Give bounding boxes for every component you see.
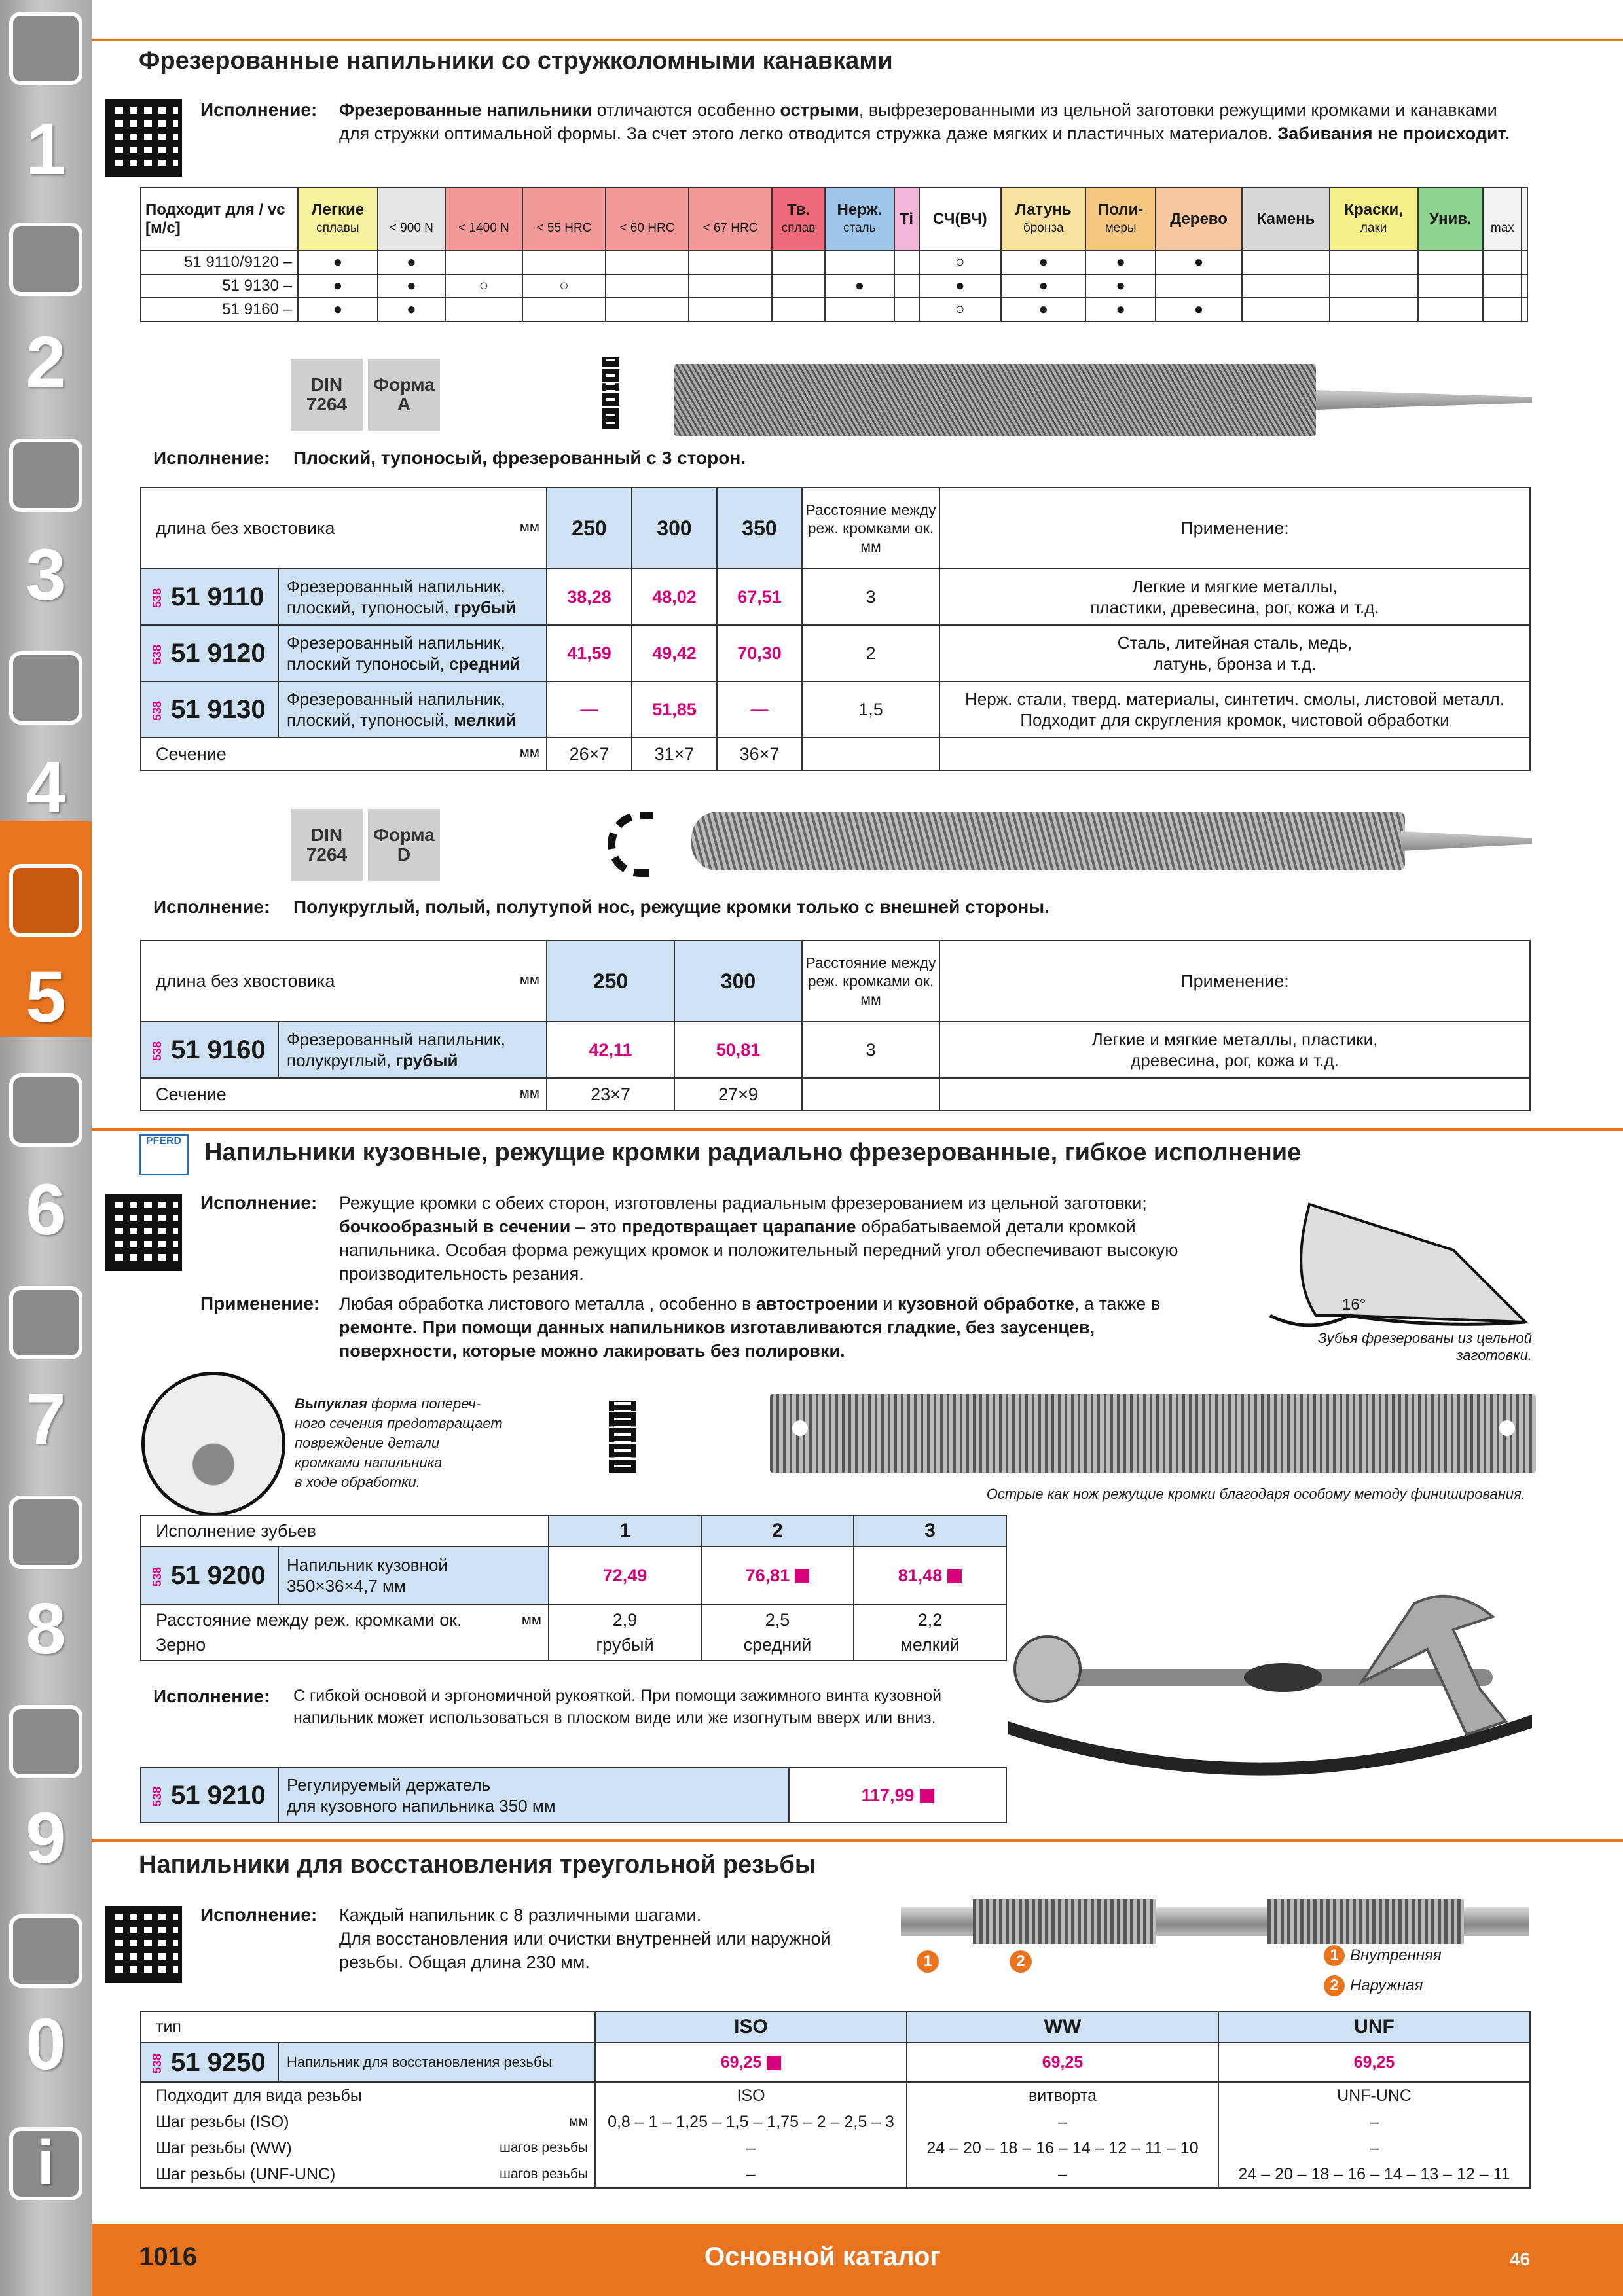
qr-code[interactable]: [105, 1906, 182, 1983]
dist-grain-labels: Расстояние между реж. кромками ок. мм Зерно: [141, 1604, 549, 1660]
file-tang: [1401, 831, 1532, 851]
section3-exec-label: Исполнение:: [200, 1905, 318, 1925]
thread-spec-labels: Подходит для вида резьбы Шаг резьбы (ISO) мм Шаг резьбы (WW) шагов резьбы Шаг резьбы (UNF-UNC) шагов резьбы: [141, 2082, 595, 2188]
forma-badge: Форма A: [368, 359, 440, 431]
section1-title: Фрезерованные напильники со стружколомными канавками: [139, 47, 893, 75]
matrix-cell: [1330, 298, 1418, 321]
section2-app-text: Любая обработка листового металла , особенно в автостроении и кузовной обработке, а также в ремонте. При помощи данных напильников изготавливаются гладкие, без заусенцев, поверхности, которые можно лакировать без полировки.: [339, 1294, 1161, 1361]
size-300: 300: [632, 488, 717, 569]
price: 76,81: [701, 1547, 854, 1604]
edges-caption: Острые как нож режущие кромки благодаря особому методу финиширования.: [986, 1486, 1525, 1502]
section-value: 23×7: [547, 1078, 674, 1111]
chapter-3[interactable]: 3: [26, 535, 66, 615]
matrix-corner: Подходит для / vc [м/с]: [141, 188, 298, 251]
matrix-cell: [1156, 274, 1242, 298]
matrix-cell: ●: [378, 251, 445, 274]
price: 69,25: [907, 2043, 1218, 2082]
matrix-header: < 900 N: [378, 188, 445, 251]
angle-label: 16°: [1342, 1296, 1366, 1314]
matrix-cell: [1522, 274, 1527, 298]
table-row[interactable]: [141, 681, 1530, 738]
formD-table: [140, 940, 1531, 1111]
formD-exec-text: Полукруглый, полый, полутупой нос, режущие кромки только с внешней стороны.: [293, 897, 1049, 917]
cross-section-body-file-icon: [609, 1401, 636, 1473]
insert-icon[interactable]: [9, 223, 82, 296]
matrix-header: Краски, лаки: [1330, 188, 1418, 251]
body-file-table: [140, 1515, 1007, 1661]
section1-exec-text: Фрезерованные напильники отличаются особенно острыми, выфрезерованными из цельной заготовки режущими кромками и канавками для стружки оптимальной формы. За счет этого легко отводится стружка даже мягких и пластичных материалов. Забивания не происходит.: [339, 100, 1510, 143]
dist-header: Расстояние между реж. кромками ок. мм: [802, 941, 939, 1022]
drill-icon[interactable]: [9, 12, 82, 85]
section3-title: Напильники для восстановления треугольной резьбы: [139, 1851, 816, 1878]
din-badge: DIN 7264: [291, 359, 363, 431]
teeth-header: Исполнение зубьев: [141, 1515, 549, 1547]
matrix-cell: [1522, 298, 1527, 321]
matrix-cell: [1418, 251, 1484, 274]
matrix-row-label: 51 9130 –: [141, 274, 298, 298]
square-marker-icon: [920, 1789, 934, 1803]
size-300: 300: [674, 941, 802, 1022]
application: Легкие и мягкие металлы, пластики, древесина, рог, кожа и т.д.: [939, 1022, 1530, 1078]
convex-caption: Выпуклая форма попереч- ного сечения предотвращает повреждение детали кромками напильника в ходе обработки.: [295, 1395, 503, 1490]
matrix-cell: ●: [1001, 274, 1085, 298]
forma-badge: Форма D: [368, 809, 440, 881]
top-rule: [92, 39, 1623, 41]
matrix-cell: [1522, 251, 1527, 274]
matrix-cell: ○: [919, 298, 1001, 321]
wrench-icon[interactable]: [9, 1073, 82, 1147]
matrix-cell: ●: [1001, 298, 1085, 321]
section-label: Сечение мм: [141, 1078, 547, 1111]
section2-exec-text: Режущие кромки с обеих сторон, изготовлены радиальным фрезерованием из цельной заготовки; бочкообразный в сечении – это предотвращает царапание обрабатываемой детали кромкой напильника. Особая форма режущих кромок и положительный передний угол обеспечивают высокую производительность резания.: [339, 1193, 1178, 1283]
section-value: 26×7: [547, 738, 632, 770]
caliper-icon[interactable]: [9, 651, 82, 725]
matrix-cell: [522, 251, 606, 274]
matrix-cell: [772, 298, 825, 321]
matrix-cell: [1418, 274, 1484, 298]
article-desc: Напильник кузовной 350×36×4,7 мм: [278, 1547, 549, 1604]
matrix-cell: [1242, 298, 1330, 321]
matrix-cell: ○: [445, 274, 522, 298]
matrix-header: Камень: [1242, 188, 1330, 251]
holder-image: [995, 1590, 1545, 1793]
price: 48,02: [632, 569, 717, 625]
chapter-1[interactable]: 1: [26, 109, 66, 190]
chapter-sidebar: [0, 0, 92, 2296]
footer-num: 46: [1510, 2249, 1531, 2269]
mount-hole: [792, 1420, 808, 1436]
section2-title: Напильники кузовные, режущие кромки радиально фрезерованные, гибкое исполнение: [204, 1139, 1302, 1166]
matrix-cell: [772, 274, 825, 298]
article-number[interactable]: 538 51 9130: [141, 681, 278, 738]
matrix-cell: [1418, 298, 1484, 321]
application: Сталь, литейная сталь, медь, латунь, бронза и т.д.: [939, 625, 1530, 681]
price: 69,25: [595, 2043, 907, 2082]
article-number[interactable]: 538 51 9120: [141, 625, 278, 681]
teeth-col: 1: [549, 1515, 701, 1547]
formD-exec-label: Исполнение:: [153, 897, 270, 917]
matrix-cell: [1330, 251, 1418, 274]
section2-app-label: Применение:: [200, 1293, 320, 1314]
price: 70,30: [717, 625, 802, 681]
matrix-header: < 1400 N: [445, 188, 522, 251]
matrix-header: Дерево: [1156, 188, 1242, 251]
matrix-header: < 55 HRC: [522, 188, 606, 251]
price: 67,51: [717, 569, 802, 625]
grinding-disc-icon[interactable]: [9, 864, 82, 937]
app-header: Применение:: [939, 941, 1530, 1022]
formA-exec-label: Исполнение:: [153, 448, 270, 468]
article-number[interactable]: 538 51 9110: [141, 569, 278, 625]
thread-spec-unf: UNF-UNC – – 24 – 20 – 18 – 16 – 14 – 13 – 12 – 11: [1218, 2082, 1530, 2188]
matrix-cell: ○: [522, 274, 606, 298]
type-header: тип: [141, 2011, 595, 2043]
matrix-cell: [1483, 274, 1522, 298]
matrix-header: Нерж. сталь: [825, 188, 894, 251]
table-row[interactable]: [141, 1547, 1006, 1604]
matrix-cell: [894, 298, 919, 321]
chapter-6[interactable]: 6: [26, 1170, 66, 1250]
convex-diagram: [141, 1372, 285, 1516]
matrix-cell: [1242, 274, 1330, 298]
price: —: [717, 681, 802, 738]
matrix-header: Унив.: [1418, 188, 1484, 251]
teeth-diagram: [1264, 1198, 1539, 1329]
matrix-header: Тв. сплав: [772, 188, 825, 251]
section2-exec-label: Исполнение:: [200, 1193, 318, 1213]
matrix-cell: ●: [825, 274, 894, 298]
matrix-cell: [445, 251, 522, 274]
pliers-icon[interactable]: [9, 1286, 82, 1359]
matrix-cell: [772, 251, 825, 274]
halfround-file-image: [691, 812, 1405, 870]
price: 38,28: [547, 569, 632, 625]
matrix-cell: ●: [298, 274, 378, 298]
price: 72,49: [549, 1547, 701, 1604]
price: 81,48: [854, 1547, 1006, 1604]
chapter-5[interactable]: 5: [26, 957, 66, 1037]
type-col: WW: [907, 2011, 1218, 2043]
thread-file-teeth: [973, 1899, 1156, 1944]
matrix-header: max: [1483, 188, 1522, 251]
matrix-cell: [894, 274, 919, 298]
matrix-cell: ●: [1156, 251, 1242, 274]
section-value: 36×7: [717, 738, 802, 770]
chapter-info[interactable]: i: [37, 2128, 55, 2198]
callout-1: 1: [917, 1950, 939, 1973]
matrix-header: СЧ(ВЧ): [919, 188, 1001, 251]
teeth-col: 2: [701, 1515, 854, 1547]
square-marker-icon: [947, 1569, 962, 1583]
article-desc: Регулируемый держатель для кузовного напильника 350 мм: [278, 1768, 789, 1823]
article-desc: Фрезерованный напильник, плоский, тупоносый, грубый: [278, 569, 547, 625]
price: 41,59: [547, 625, 632, 681]
footer-title: Основной каталог: [704, 2242, 941, 2271]
matrix-cell: ●: [1085, 251, 1155, 274]
edge-distance: 2: [802, 625, 939, 681]
matrix-cell: [1483, 251, 1522, 274]
thread-spec-ww: витворта – 24 – 20 – 18 – 16 – 14 – 12 – 11 – 10 –: [907, 2082, 1218, 2188]
matrix-header: < 60 HRC: [606, 188, 689, 251]
table-row[interactable]: [141, 2043, 1530, 2082]
table-row[interactable]: [141, 1022, 1530, 1078]
flat-file-image: [674, 364, 1316, 436]
size-250: 250: [547, 941, 674, 1022]
body-file-image: [770, 1394, 1536, 1473]
material-matrix: [140, 187, 1528, 322]
matrix-cell: ○: [919, 251, 1001, 274]
price: —: [547, 681, 632, 738]
matrix-cell: [1483, 298, 1522, 321]
matrix-cell: [894, 251, 919, 274]
matrix-row-label: 51 9110/9120 –: [141, 251, 298, 274]
section-row: [141, 1078, 1530, 1111]
cross-section-flat-icon: [602, 357, 619, 429]
section-row: [141, 738, 1530, 770]
matrix-header: Поли- меры: [1085, 188, 1155, 251]
thread-spec-iso: ISO 0,8 – 1 – 1,25 – 1,5 – 1,75 – 2 – 2,5 – 3 – –: [595, 2082, 907, 2188]
table-row: [141, 298, 1527, 321]
application: Легкие и мягкие металлы, пластики, древесина, рог, кожа и т.д.: [939, 569, 1530, 625]
matrix-header: Легкие сплавы: [298, 188, 378, 251]
chapter-4[interactable]: 4: [26, 747, 66, 828]
matrix-cell: [1242, 251, 1330, 274]
toolbox-icon[interactable]: [9, 1496, 82, 1569]
dist-header: Расстояние между реж. кромками ок. мм: [802, 488, 939, 569]
chapter-2[interactable]: 2: [26, 322, 66, 403]
tool-holder-icon[interactable]: [9, 439, 82, 512]
matrix-header: Ti: [894, 188, 919, 251]
price: 51,85: [632, 681, 717, 738]
matrix-cell: [689, 274, 772, 298]
legend-item: 1 Внутренняя: [1324, 1945, 1442, 1966]
matrix-header: Латунь бронза: [1001, 188, 1085, 251]
holder-exec-text: С гибкой основой и эргономичной рукояткой. При помощи зажимного винта кузовной напильник может использоваться в плоском виде или же изогнутым вверх или вниз.: [293, 1687, 942, 1727]
legend-item: 2 Наружная: [1324, 1975, 1423, 1996]
chapter-7[interactable]: 7: [26, 1379, 66, 1460]
edge-distance: 3: [802, 1022, 939, 1078]
cabinet-icon[interactable]: [9, 1705, 82, 1778]
formA-exec-text: Плоский, тупоносый, фрезерованный с 3 сторон.: [293, 448, 746, 468]
article-desc: Фрезерованный напильник, плоский тупоносый, средний: [278, 625, 547, 681]
chapter-0[interactable]: 0: [26, 2004, 66, 2085]
qr-code[interactable]: [105, 1194, 182, 1271]
teeth-col: 3: [854, 1515, 1006, 1547]
matrix-cell: [825, 298, 894, 321]
chapter-9[interactable]: 9: [26, 1798, 66, 1878]
price: 50,81: [674, 1022, 802, 1078]
table-row[interactable]: [141, 625, 1530, 681]
matrix-cell: [689, 298, 772, 321]
table-row[interactable]: [141, 1768, 1006, 1823]
matrix-cell: ●: [298, 298, 378, 321]
matrix-row-label: 51 9160 –: [141, 298, 298, 321]
square-marker-icon: [795, 1569, 809, 1583]
type-col: ISO: [595, 2011, 907, 2043]
matrix-cell: [606, 274, 689, 298]
thread-file-teeth: [1267, 1899, 1464, 1944]
matrix-cell: [445, 298, 522, 321]
section-value: 31×7: [632, 738, 717, 770]
type-col: UNF: [1218, 2011, 1530, 2043]
matrix-cell: ●: [378, 298, 445, 321]
matrix-header: < 67 HRC: [689, 188, 772, 251]
thread-file-table: [140, 2011, 1531, 2189]
price: 69,25: [1218, 2043, 1530, 2082]
matrix-cell: ●: [1085, 274, 1155, 298]
matrix-cell: ●: [1001, 251, 1085, 274]
section-value: 27×9: [674, 1078, 802, 1111]
matrix-cell: [522, 298, 606, 321]
article-desc: Фрезерованный напильник, полукруглый, грубый: [278, 1022, 547, 1078]
matrix-cell: [1330, 274, 1418, 298]
price: 42,11: [547, 1022, 674, 1078]
cross-section-halfround-icon: [608, 812, 653, 877]
callout-2: 2: [1010, 1950, 1032, 1973]
section-label: Сечение мм: [141, 738, 547, 770]
len-header: длина без хвостовика мм: [141, 941, 547, 1022]
pferd-logo: PFERD: [139, 1134, 189, 1175]
matrix-cell: ●: [1156, 298, 1242, 321]
matrix-cell: [825, 251, 894, 274]
matrix-cell: [606, 298, 689, 321]
size-350: 350: [717, 488, 802, 569]
matrix-cell: ●: [298, 251, 378, 274]
matrix-cell: ●: [378, 274, 445, 298]
section-rule: [92, 1839, 1623, 1842]
chapter-8[interactable]: 8: [26, 1588, 66, 1669]
application: Нерж. стали, тверд. материалы, синтетич. смолы, листовой металл. Подходит для скругления кромок, чистовой обработки: [939, 681, 1530, 738]
len-header: длина без хвостовика мм: [141, 488, 547, 569]
dist-grain-value: 2,9 грубый: [549, 1604, 701, 1660]
square-marker-icon: [767, 2056, 781, 2070]
mount-hole: [1499, 1420, 1515, 1436]
article-number[interactable]: 538 51 9200: [141, 1547, 278, 1604]
edge-distance: 1,5: [802, 681, 939, 738]
holder-exec-label: Исполнение:: [153, 1686, 270, 1706]
table-row: [141, 274, 1527, 298]
app-header: Применение:: [939, 488, 1530, 569]
article-number[interactable]: 538 51 9210: [141, 1768, 278, 1823]
dist-grain-value: 2,2 мелкий: [854, 1604, 1006, 1660]
article-desc: Фрезерованный напильник, плоский, тупоносый, мелкий: [278, 681, 547, 738]
table-row[interactable]: [141, 569, 1530, 625]
section-rule: [92, 1128, 1623, 1131]
dist-grain-value: 2,5 средний: [701, 1604, 854, 1660]
article-number[interactable]: 538 51 9160: [141, 1022, 278, 1078]
price: 49,42: [632, 625, 717, 681]
matrix-header: [1522, 188, 1527, 251]
matrix-cell: [689, 251, 772, 274]
din-badge: DIN 7264: [291, 809, 363, 881]
matrix-cell: ●: [1085, 298, 1155, 321]
page-number: 1016: [139, 2242, 197, 2271]
matrix-cell: ●: [919, 274, 1001, 298]
article-number[interactable]: 538 51 9250: [141, 2043, 278, 2082]
article-desc: Напильник для восстановления резьбы: [278, 2043, 595, 2082]
formA-table: [140, 487, 1531, 771]
qr-code[interactable]: [105, 99, 182, 177]
section3-exec-text: Каждый напильник с 8 различными шагами. Для восстановления или очистки внутренней или наружной резьбы. Общая длина 230 мм.: [339, 1905, 831, 1972]
safety-glasses-icon[interactable]: [9, 1914, 82, 1988]
table-row: [141, 251, 1527, 274]
matrix-cell: [606, 251, 689, 274]
file-tang: [1316, 390, 1532, 410]
size-250: 250: [547, 488, 632, 569]
section1-exec-label: Исполнение:: [200, 99, 318, 120]
teeth-caption: Зубья фрезерованы из цельной заготовки.: [1318, 1330, 1532, 1363]
edge-distance: 3: [802, 569, 939, 625]
holder-table: [140, 1767, 1007, 1823]
price: 117,99: [789, 1768, 1006, 1823]
